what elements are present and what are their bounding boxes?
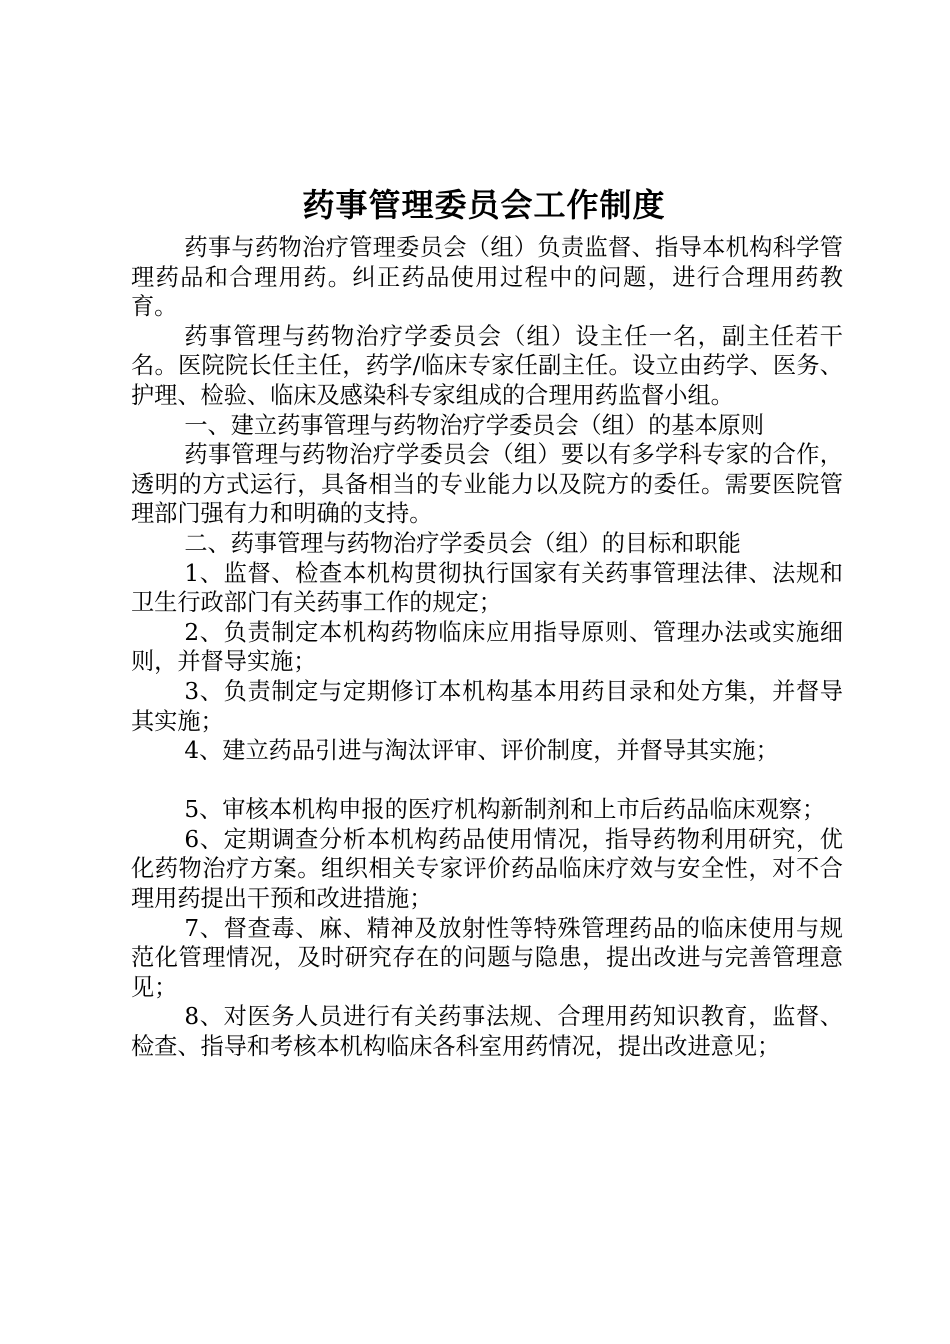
duty-item-1: 1、监督、检查本机构贯彻执行国家有关药事管理法律、法规和卫生行政部门有关药事工作的规定； (131, 559, 843, 617)
duty-item-3: 3、负责制定与定期修订本机构基本用药目录和处方集，并督导其实施； (131, 677, 843, 735)
document-page (131, 183, 843, 1062)
duty-item-5: 5、审核本机构申报的医疗机构新制剂和上市后药品临床观察； (184, 796, 826, 824)
duty-item-7: 7、督查毒、麻、精神及放射性等特殊管理药品的临床使用与规范化管理情况，及时研究存在的问题与隐患，提出改进与完善管理意见； (131, 914, 843, 1001)
paragraph-principles: 药事管理与药物治疗学委员会（组）要以有多学科专家的合作，透明的方式运行，具备相当的专业能力以及院方的委任。需要医院管理部门强有力和明确的支持。 (131, 441, 843, 528)
section-heading-duties: 二、药事管理与药物治疗学委员会（组）的目标和职能 (184, 529, 741, 557)
blank-line (131, 766, 843, 796)
duty-item-2: 2、负责制定本机构药物临床应用指导原则、管理办法或实施细则，并督导实施； (131, 618, 843, 676)
duty-item-4: 4、建立药品引进与淘汰评审、评价制度，并督导其实施； (184, 737, 779, 765)
paragraph-composition: 药事管理与药物治疗学委员会（组）设主任一名，副主任若干名。医院院长任主任，药学/临床专家任副主任。设立由药学、医务、护理、检验、临床及感染科专家组成的合理用药监督小组。 (131, 322, 843, 409)
duty-item-6: 6、定期调查分析本机构药品使用情况，指导药物利用研究，优化药物治疗方案。组织相关专家评价药品临床疗效与安全性，对不合理用药提出干预和改进措施； (131, 825, 843, 913)
paragraph-intro: 药事与药物治疗管理委员会（组）负责监督、指导本机构科学管理药品和合理用药。纠正药品使用过程中的问题，进行合理用药教育。 (131, 234, 843, 321)
duty-item-8: 8、对医务人员进行有关药事法规、合理用药知识教育，监督、检查、指导和考核本机构临床各科室用药情况，提出改进意见； (131, 1003, 843, 1061)
document-title: 药事管理委员会工作制度 (302, 186, 666, 224)
section-heading-principles: 一、建立药事管理与药物治疗学委员会（组）的基本原则 (184, 411, 765, 439)
